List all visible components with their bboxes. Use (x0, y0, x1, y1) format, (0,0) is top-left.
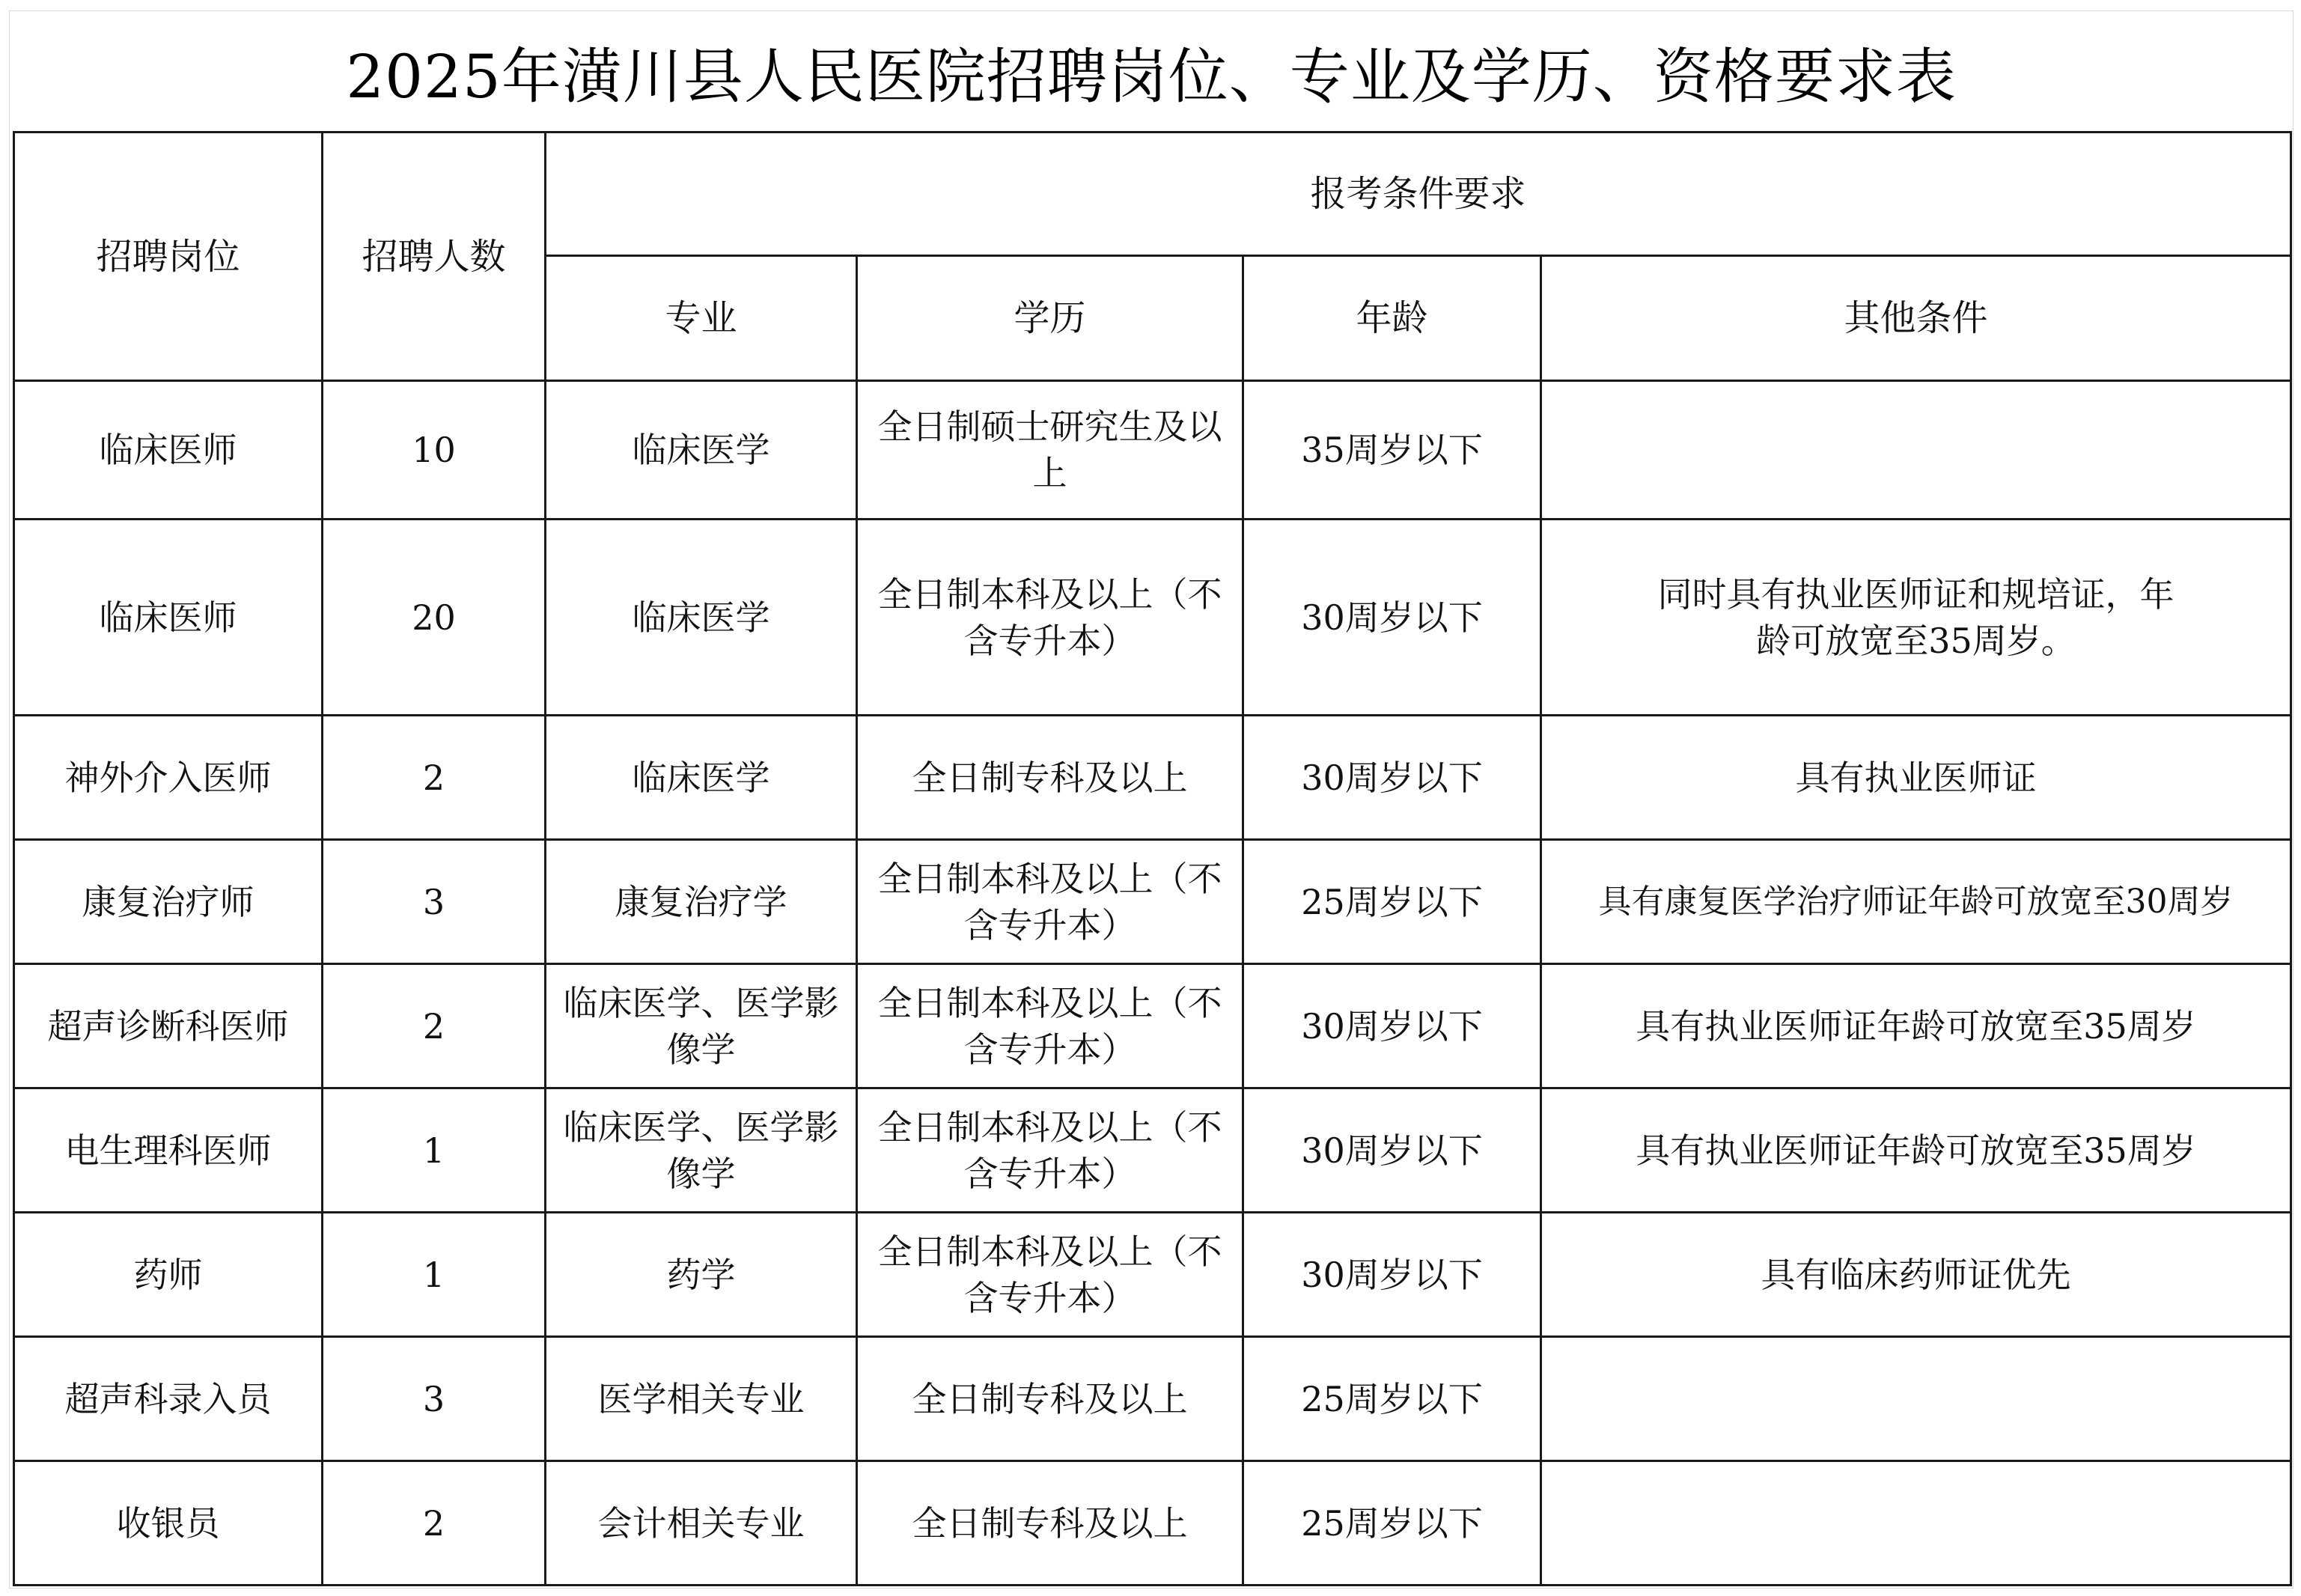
cell-education[interactable]: 全日制本科及以上（不含专升本） (857, 840, 1243, 964)
cell-count[interactable]: 2 (323, 964, 546, 1088)
cell-age[interactable]: 30周岁以下 (1243, 1088, 1541, 1213)
cell-post[interactable]: 药师 (14, 1213, 323, 1337)
cell-major[interactable]: 会计相关专业 (546, 1461, 857, 1586)
cell-major[interactable]: 药学 (546, 1213, 857, 1337)
cell-other[interactable]: 具有临床药师证优先 (1541, 1213, 2291, 1337)
cell-education[interactable]: 全日制本科及以上（不含专升本） (857, 1213, 1243, 1337)
cell-age[interactable]: 30周岁以下 (1243, 964, 1541, 1088)
table-row (14, 716, 2291, 840)
table-row (14, 840, 2291, 964)
recruitment-table (13, 131, 2292, 1586)
cell-count[interactable]: 1 (323, 1088, 546, 1213)
cell-age[interactable]: 30周岁以下 (1243, 716, 1541, 840)
cell-major[interactable]: 临床医学 (546, 716, 857, 840)
header-count[interactable]: 招聘人数 (323, 133, 546, 381)
cell-count[interactable]: 3 (323, 840, 546, 964)
table-row (14, 1088, 2291, 1213)
cell-other[interactable]: 具有执业医师证年龄可放宽至35周岁 (1541, 964, 2291, 1088)
cell-count[interactable]: 10 (323, 381, 546, 520)
cell-other[interactable]: 具有执业医师证 (1541, 716, 2291, 840)
cell-count[interactable]: 20 (323, 520, 546, 716)
table-body (14, 381, 2291, 1586)
cell-age[interactable]: 25周岁以下 (1243, 1337, 1541, 1461)
cell-education[interactable]: 全日制本科及以上（不含专升本） (857, 1088, 1243, 1213)
header-age[interactable]: 年龄 (1243, 256, 1541, 381)
cell-major[interactable]: 医学相关专业 (546, 1337, 857, 1461)
cell-count[interactable]: 1 (323, 1213, 546, 1337)
cell-post[interactable]: 超声诊断科医师 (14, 964, 323, 1088)
cell-education[interactable]: 全日制专科及以上 (857, 1461, 1243, 1586)
header-row-top (14, 133, 2291, 256)
cell-education[interactable]: 全日制专科及以上 (857, 1337, 1243, 1461)
table-row (14, 1213, 2291, 1337)
table-row (14, 1461, 2291, 1586)
cell-other[interactable] (1541, 1461, 2291, 1586)
cell-major[interactable]: 临床医学 (546, 520, 857, 716)
cell-post[interactable]: 电生理科医师 (14, 1088, 323, 1213)
cell-post[interactable]: 临床医师 (14, 381, 323, 520)
cell-major[interactable]: 临床医学、医学影像学 (546, 964, 857, 1088)
header-other[interactable]: 其他条件 (1541, 256, 2291, 381)
table-row (14, 964, 2291, 1088)
cell-post[interactable]: 神外介入医师 (14, 716, 323, 840)
cell-post[interactable]: 收银员 (14, 1461, 323, 1586)
cell-age[interactable]: 25周岁以下 (1243, 1461, 1541, 1586)
header-education[interactable]: 学历 (857, 256, 1243, 381)
cell-other[interactable] (1541, 1337, 2291, 1461)
header-major[interactable]: 专业 (546, 256, 857, 381)
cell-count[interactable]: 3 (323, 1337, 546, 1461)
cell-other[interactable]: 同时具有执业医师证和规培证，年龄可放宽至35周岁。 (1541, 520, 2291, 716)
cell-count[interactable]: 2 (323, 1461, 546, 1586)
cell-post[interactable]: 临床医师 (14, 520, 323, 716)
cell-other[interactable] (1541, 381, 2291, 520)
cell-post[interactable]: 康复治疗师 (14, 840, 323, 964)
spreadsheet-sheet (9, 10, 2294, 1589)
cell-education[interactable]: 全日制硕士研究生及以上 (857, 381, 1243, 520)
cell-age[interactable]: 30周岁以下 (1243, 520, 1541, 716)
table-row (14, 1337, 2291, 1461)
table-row (14, 381, 2291, 520)
cell-education[interactable]: 全日制本科及以上（不含专升本） (857, 964, 1243, 1088)
cell-major[interactable]: 临床医学、医学影像学 (546, 1088, 857, 1213)
cell-major[interactable]: 临床医学 (546, 381, 857, 520)
header-post[interactable]: 招聘岗位 (14, 133, 323, 381)
cell-age[interactable]: 35周岁以下 (1243, 381, 1541, 520)
cell-age[interactable]: 25周岁以下 (1243, 840, 1541, 964)
cell-major[interactable]: 康复治疗学 (546, 840, 857, 964)
cell-count[interactable]: 2 (323, 716, 546, 840)
header-requirements[interactable]: 报考条件要求 (546, 133, 2291, 256)
cell-post[interactable]: 超声科录入员 (14, 1337, 323, 1461)
cell-other[interactable]: 具有康复医学治疗师证年龄可放宽至30周岁 (1541, 840, 2291, 964)
table-row (14, 520, 2291, 716)
cell-other[interactable]: 具有执业医师证年龄可放宽至35周岁 (1541, 1088, 2291, 1213)
cell-education[interactable]: 全日制本科及以上（不含专升本） (857, 520, 1243, 716)
cell-education[interactable]: 全日制专科及以上 (857, 716, 1243, 840)
page-title: 2025年潢川县人民医院招聘岗位、专业及学历、资格要求表 (346, 41, 1957, 112)
cell-age[interactable]: 30周岁以下 (1243, 1213, 1541, 1337)
